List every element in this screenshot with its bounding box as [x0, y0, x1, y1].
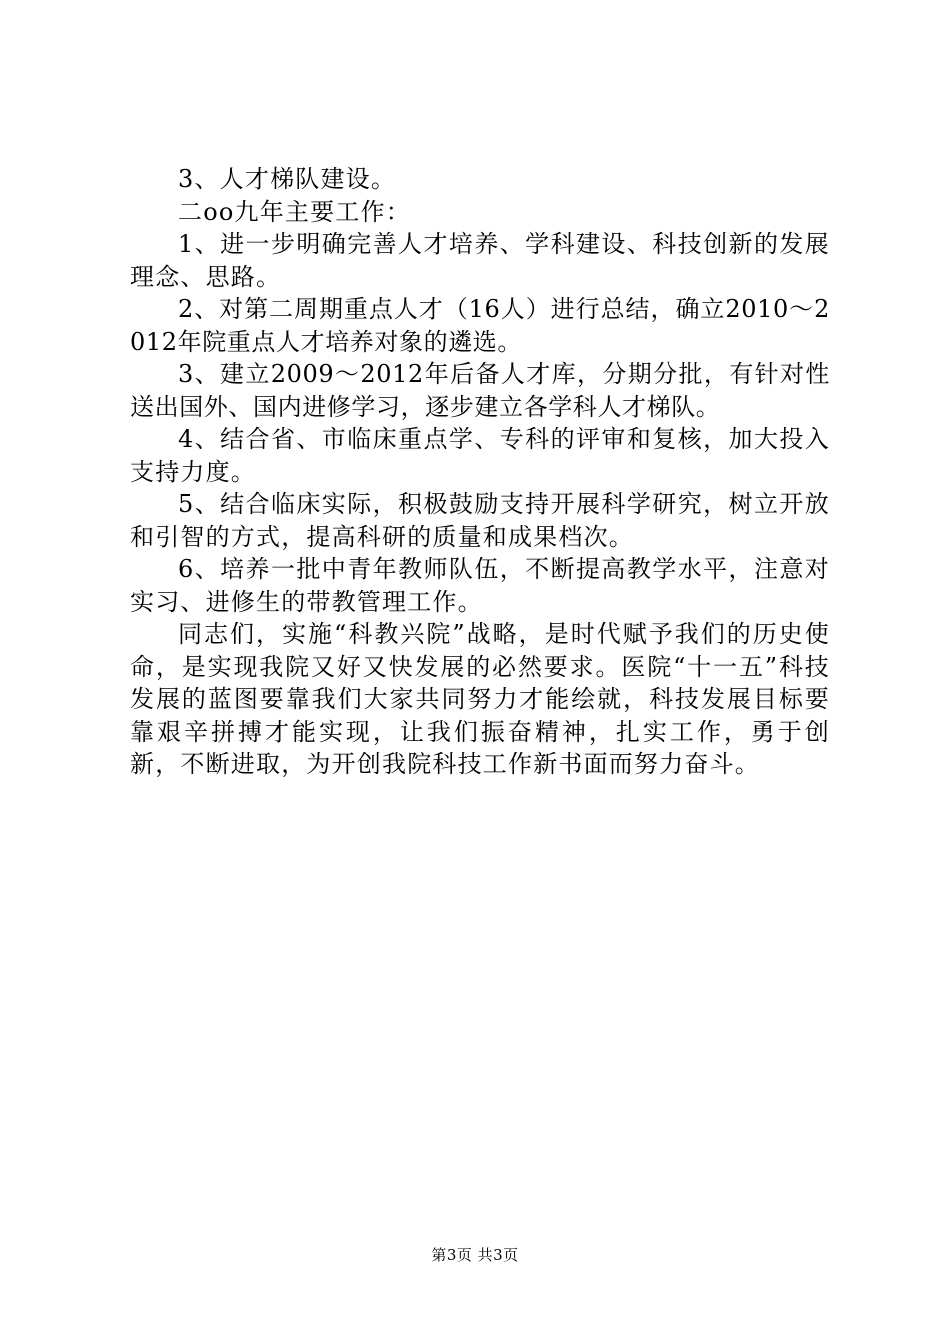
paragraph-2009-heading: 二oo九年主要工作：: [178, 197, 411, 226]
paragraph-item-3: 3、建立2009～2012年后备人才库，分期分批，有针对性送出国外、国内进修学习，逐步建立各学科人才梯队。: [130, 360, 830, 421]
paragraph-closing: 同志们，实施“科教兴院”战略，是时代赋予我们的历史使命，是实现我院又好又快发展的必然要求。医院“十一五”科技发展的蓝图要靠我们大家共同努力才能绘就，科技发展目标要靠艰辛拼搏才能实现，让我们振奋精神，扎实工作，勇于创新，不断进取，为开创我院科技工作新书面而努力奋斗。: [130, 620, 830, 778]
page-number-footer: 第3页 共3页: [431, 1246, 519, 1264]
document-body: [130, 163, 830, 781]
paragraph-item-1: 1、进一步明确完善人才培养、学科建设、科技创新的发展理念、思路。: [130, 230, 830, 291]
paragraph-item-2: 2、对第二周期重点人才（16人）进行总结，确立2010～2012年院重点人才培养对象的遴选。: [130, 295, 830, 356]
paragraph-talent-echelon: 3、人才梯队建设。: [178, 165, 397, 193]
paragraph-item-6: 6、培养一批中青年教师队伍，不断提高教学水平，注意对实习、进修生的带教管理工作。: [130, 555, 830, 616]
paragraph-item-4: 4、结合省、市临床重点学、专科的评审和复核，加大投入支持力度。: [130, 425, 830, 486]
paragraph-item-5: 5、结合临床实际，积极鼓励支持开展科学研究，树立开放和引智的方式，提高科研的质量和成果档次。: [130, 490, 830, 551]
